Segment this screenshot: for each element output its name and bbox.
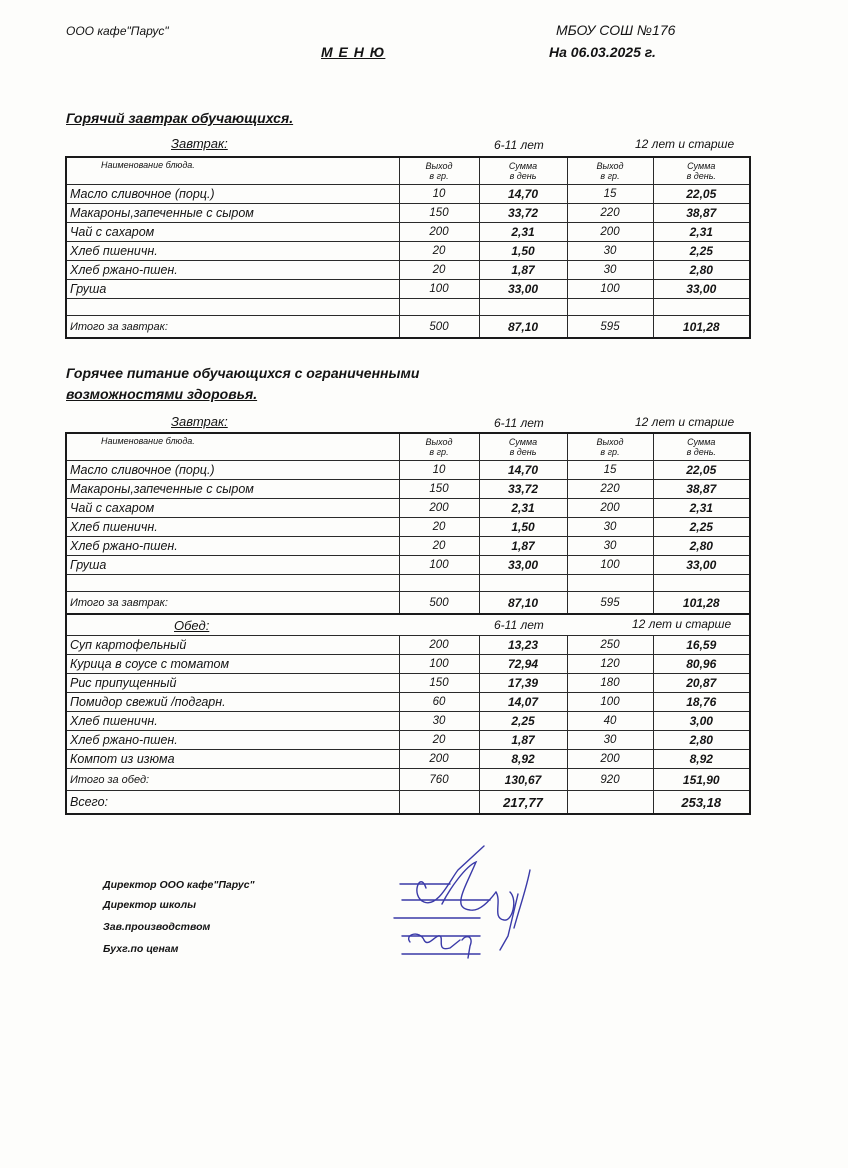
yield-12plus: 15 xyxy=(567,185,653,204)
sum-6-11: 33,72 xyxy=(479,480,567,499)
yield-6-11: 20 xyxy=(399,261,479,280)
table-row xyxy=(66,518,750,537)
dish-name: Масло сливочное (порц.) xyxy=(66,185,399,204)
total-sum-12plus: 101,28 xyxy=(653,592,750,615)
signature-production: Зав.производством xyxy=(103,921,211,933)
yield-12plus: 15 xyxy=(567,461,653,480)
col-sum2-header: Сумма в день. xyxy=(653,157,750,185)
table-row xyxy=(66,556,750,575)
yield-12plus: 30 xyxy=(567,731,653,750)
yield-6-11: 30 xyxy=(399,712,479,731)
sum-12plus: 2,31 xyxy=(653,499,750,518)
total-label: Итого за завтрак: xyxy=(66,316,399,339)
sum-12plus: 18,76 xyxy=(653,693,750,712)
dish-name: Рис припущенный xyxy=(66,674,399,693)
dish-name: Макароны,запеченные с сыром xyxy=(66,204,399,223)
sum-12plus: 2,25 xyxy=(653,242,750,261)
col-sum1-header: Сумма в день xyxy=(479,157,567,185)
sum-6-11: 2,31 xyxy=(479,223,567,242)
grand-total-6-11: 217,77 xyxy=(479,791,567,815)
sum-6-11: 17,39 xyxy=(479,674,567,693)
sum-6-11: 14,07 xyxy=(479,693,567,712)
yield-12plus: 30 xyxy=(567,537,653,556)
total-row xyxy=(66,592,750,615)
section1-age2: 12 лет и старше xyxy=(635,137,735,151)
dish-name: Помидор свежий /подгарн. xyxy=(66,693,399,712)
yield-12plus: 30 xyxy=(567,518,653,537)
sum-6-11: 1,87 xyxy=(479,537,567,556)
sum-6-11: 33,00 xyxy=(479,280,567,299)
total-sum-6-11: 87,10 xyxy=(479,316,567,339)
signature-director-school: Директор школы xyxy=(103,899,197,911)
yield-12plus: 30 xyxy=(567,242,653,261)
table-row xyxy=(66,731,750,750)
org-name: ООО кафе"Парус" xyxy=(66,24,169,38)
total-row xyxy=(66,316,750,339)
table-row xyxy=(66,750,750,769)
page-title: М Е Н Ю xyxy=(321,44,386,60)
col-yield1-header: Выход в гр. xyxy=(399,433,479,461)
dish-name: Хлеб пшеничн. xyxy=(66,518,399,537)
sum-6-11: 1,50 xyxy=(479,518,567,537)
yield-6-11: 100 xyxy=(399,280,479,299)
dish-name: Масло сливочное (порц.) xyxy=(66,461,399,480)
section2-age2: 12 лет и старше xyxy=(635,415,735,429)
total-yield-12plus: 595 xyxy=(567,592,653,615)
yield-12plus: 100 xyxy=(567,280,653,299)
section2-age1: 6-11 лет xyxy=(494,416,544,430)
yield-12plus: 40 xyxy=(567,712,653,731)
grand-total-row xyxy=(66,791,750,815)
table-row xyxy=(66,655,750,674)
total-yield-6-11: 500 xyxy=(399,592,479,615)
total-yield-12plus: 595 xyxy=(567,316,653,339)
table-row xyxy=(66,693,750,712)
sum-6-11: 2,31 xyxy=(479,499,567,518)
yield-6-11: 200 xyxy=(399,636,479,655)
school-name: МБОУ СОШ №176 xyxy=(556,22,676,38)
section1-age1: 6-11 лет xyxy=(494,138,544,152)
sum-6-11: 2,25 xyxy=(479,712,567,731)
sum-12plus: 38,87 xyxy=(653,480,750,499)
table-row xyxy=(66,636,750,655)
dish-name: Чай с сахаром xyxy=(66,223,399,242)
yield-6-11: 100 xyxy=(399,556,479,575)
table-row xyxy=(66,204,750,223)
table-row xyxy=(66,712,750,731)
table-row xyxy=(66,674,750,693)
sum-6-11: 1,50 xyxy=(479,242,567,261)
col-sum2-header: Сумма в день. xyxy=(653,433,750,461)
sum-6-11: 1,87 xyxy=(479,731,567,750)
dish-name: Чай с сахаром xyxy=(66,499,399,518)
yield-6-11: 20 xyxy=(399,242,479,261)
yield-12plus: 30 xyxy=(567,261,653,280)
breakfast-table-1 xyxy=(65,156,751,339)
total-sum-6-11: 87,10 xyxy=(479,592,567,615)
sum-12plus: 20,87 xyxy=(653,674,750,693)
table-row xyxy=(66,461,750,480)
yield-12plus: 100 xyxy=(567,693,653,712)
sum-12plus: 8,92 xyxy=(653,750,750,769)
grand-total-12plus: 253,18 xyxy=(653,791,750,815)
yield-6-11: 200 xyxy=(399,499,479,518)
table-row xyxy=(66,537,750,556)
sum-12plus: 2,31 xyxy=(653,223,750,242)
yield-12plus: 200 xyxy=(567,223,653,242)
total-label: Итого за обед: xyxy=(66,769,399,791)
sum-6-11: 33,00 xyxy=(479,556,567,575)
yield-6-11: 10 xyxy=(399,461,479,480)
sum-12plus: 2,80 xyxy=(653,261,750,280)
yield-6-11: 20 xyxy=(399,537,479,556)
yield-6-11: 200 xyxy=(399,223,479,242)
col-name-header: Наименование блюда. xyxy=(66,157,399,185)
sum-6-11: 1,87 xyxy=(479,261,567,280)
sum-12plus: 3,00 xyxy=(653,712,750,731)
breakfast-lunch-table-2 xyxy=(65,432,751,815)
col-name-header: Наименование блюда. xyxy=(66,433,399,461)
sum-6-11: 14,70 xyxy=(479,185,567,204)
table-row xyxy=(66,223,750,242)
total-yield-6-11: 500 xyxy=(399,316,479,339)
section1-meal-label: Завтрак: xyxy=(171,136,228,151)
yield-6-11: 60 xyxy=(399,693,479,712)
empty-row xyxy=(66,299,750,316)
lunch-meal-label: Обед: xyxy=(66,614,479,636)
dish-name: Хлеб ржано-пшен. xyxy=(66,537,399,556)
section2-title-line2: возможностями здоровья. xyxy=(66,386,258,402)
sum-12plus: 22,05 xyxy=(653,461,750,480)
table-row xyxy=(66,499,750,518)
yield-6-11: 150 xyxy=(399,204,479,223)
sum-6-11: 14,70 xyxy=(479,461,567,480)
yield-6-11: 20 xyxy=(399,731,479,750)
sum-12plus: 38,87 xyxy=(653,204,750,223)
col-sum1-header: Сумма в день xyxy=(479,433,567,461)
table-row xyxy=(66,261,750,280)
yield-12plus: 220 xyxy=(567,480,653,499)
yield-12plus: 120 xyxy=(567,655,653,674)
dish-name: Хлеб ржано-пшен. xyxy=(66,731,399,750)
section2-title-line1: Горячее питание обучающихся с ограниченными xyxy=(66,365,420,381)
table-row xyxy=(66,480,750,499)
table-header-row xyxy=(66,433,750,461)
sum-6-11: 72,94 xyxy=(479,655,567,674)
handwritten-signatures xyxy=(380,840,560,980)
dish-name: Хлеб пшеничн. xyxy=(66,712,399,731)
yield-6-11: 10 xyxy=(399,185,479,204)
section1-title: Горячий завтрак обучающихся. xyxy=(66,110,294,126)
yield-6-11: 150 xyxy=(399,480,479,499)
yield-12plus: 220 xyxy=(567,204,653,223)
yield-6-11: 100 xyxy=(399,655,479,674)
sum-12plus: 2,80 xyxy=(653,537,750,556)
yield-12plus: 200 xyxy=(567,499,653,518)
dish-name: Хлеб ржано-пшен. xyxy=(66,261,399,280)
dish-name: Груша xyxy=(66,556,399,575)
dish-name: Суп картофельный xyxy=(66,636,399,655)
menu-date: На 06.03.2025 г. xyxy=(549,44,656,60)
table-header-row xyxy=(66,157,750,185)
sum-12plus: 33,00 xyxy=(653,556,750,575)
col-yield1-header: Выход в гр. xyxy=(399,157,479,185)
dish-name: Груша xyxy=(66,280,399,299)
yield-12plus: 200 xyxy=(567,750,653,769)
sum-12plus: 80,96 xyxy=(653,655,750,674)
total-yield-12plus: 920 xyxy=(567,769,653,791)
total-sum-12plus: 151,90 xyxy=(653,769,750,791)
table-row xyxy=(66,242,750,261)
col-yield2-header: Выход в гр. xyxy=(567,433,653,461)
yield-12plus: 100 xyxy=(567,556,653,575)
section2-meal-label: Завтрак: xyxy=(171,414,228,429)
dish-name: Компот из изюма xyxy=(66,750,399,769)
total-sum-6-11: 130,67 xyxy=(479,769,567,791)
yield-12plus: 180 xyxy=(567,674,653,693)
yield-12plus: 250 xyxy=(567,636,653,655)
empty-row xyxy=(66,575,750,592)
dish-name: Курица в соусе с томатом xyxy=(66,655,399,674)
sum-12plus: 2,25 xyxy=(653,518,750,537)
signature-director-cafe: Директор ООО кафе"Парус" xyxy=(103,879,255,891)
sum-12plus: 33,00 xyxy=(653,280,750,299)
sum-12plus: 2,80 xyxy=(653,731,750,750)
sum-6-11: 13,23 xyxy=(479,636,567,655)
sum-6-11: 33,72 xyxy=(479,204,567,223)
dish-name: Хлеб пшеничн. xyxy=(66,242,399,261)
yield-6-11: 200 xyxy=(399,750,479,769)
grand-total-label: Всего: xyxy=(66,791,399,815)
yield-6-11: 20 xyxy=(399,518,479,537)
col-yield2-header: Выход в гр. xyxy=(567,157,653,185)
sum-12plus: 16,59 xyxy=(653,636,750,655)
table-row xyxy=(66,185,750,204)
dish-name: Макароны,запеченные с сыром xyxy=(66,480,399,499)
yield-6-11: 150 xyxy=(399,674,479,693)
total-label: Итого за завтрак: xyxy=(66,592,399,615)
sum-12plus: 22,05 xyxy=(653,185,750,204)
lunch-header-row xyxy=(66,614,750,636)
sum-6-11: 8,92 xyxy=(479,750,567,769)
lunch-total-row xyxy=(66,769,750,791)
signature-accountant: Бухг.по ценам xyxy=(103,943,179,955)
total-sum-12plus: 101,28 xyxy=(653,316,750,339)
table-row xyxy=(66,280,750,299)
total-yield-6-11: 760 xyxy=(399,769,479,791)
lunch-age-labels: 6-11 лет 12 лет и старше xyxy=(479,614,750,636)
